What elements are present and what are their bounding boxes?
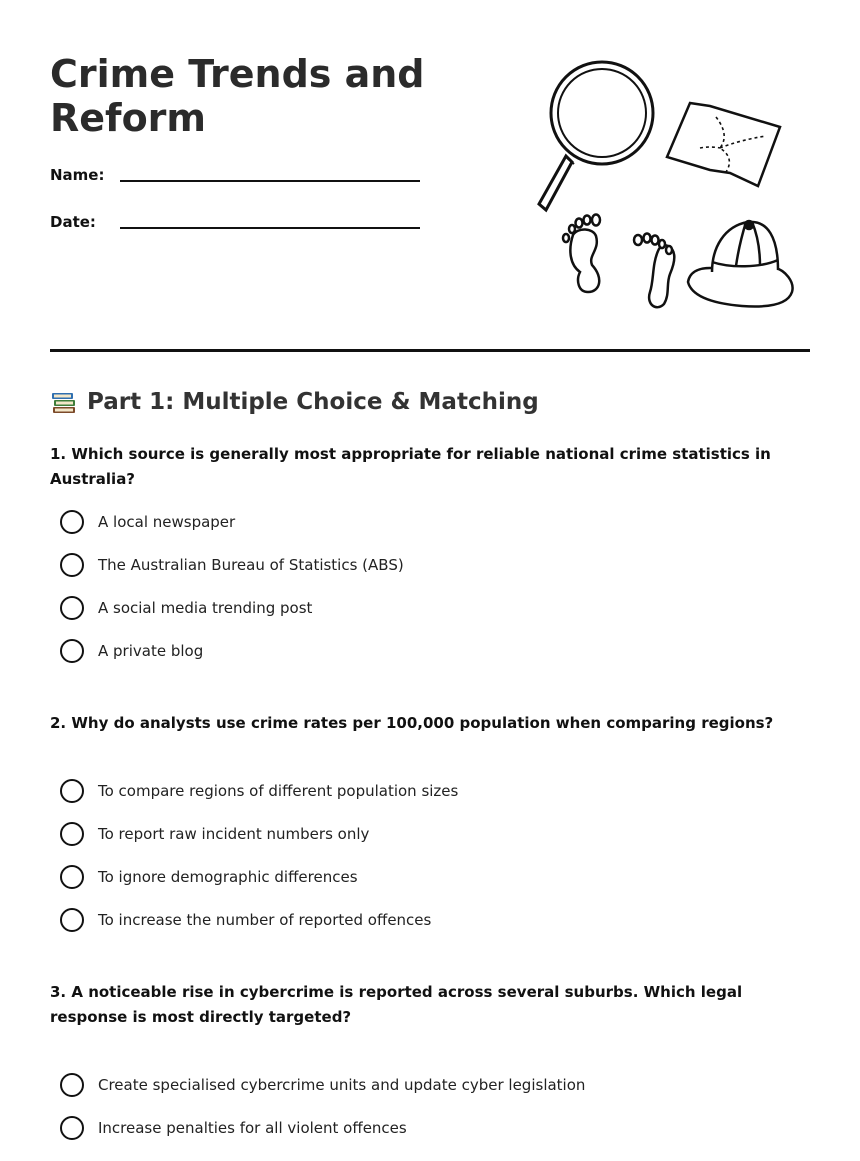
date-line[interactable] [120,227,420,229]
header-divider [50,349,810,352]
option-label: To increase the number of reported offences [98,911,432,929]
radio-button[interactable] [60,865,84,889]
q1-option-4[interactable] [60,638,203,664]
name-line[interactable] [120,180,420,182]
radio-button[interactable] [60,553,84,577]
radio-button[interactable] [60,510,84,534]
option-label: A local newspaper [98,513,236,531]
q1-option-2[interactable] [60,552,404,578]
option-label: A private blog [98,642,204,660]
magnifying-glass-icon [539,62,653,210]
footprints-icon [563,215,674,308]
option-label: A social media trending post [98,599,313,617]
q2-option-4[interactable] [60,907,431,933]
name-field [50,166,430,196]
question-1: 1. Which source is generally most appropriate for reliable national crime statistics in Australia? [50,445,771,488]
radio-button[interactable] [60,596,84,620]
date-field [50,213,430,243]
radio-button[interactable] [60,822,84,846]
q2-option-1[interactable] [60,778,458,804]
q2-option-3[interactable] [60,864,358,890]
part1-heading [50,388,539,416]
pith-helmet-icon [688,221,793,306]
radio-button[interactable] [60,779,84,803]
detective-illustration [530,60,800,320]
q1-option-3[interactable] [60,595,312,621]
radio-button[interactable] [60,1073,84,1097]
option-label: To compare regions of different population sizes [98,782,459,800]
name-label: Name: [50,166,105,184]
option-label: Increase penalties for all violent offences [98,1119,407,1137]
option-label: Create specialised cybercrime units and update cyber legislation [98,1076,586,1094]
q3-option-2[interactable] [60,1115,407,1141]
part1-heading-text: Part 1: Multiple Choice & Matching [87,389,539,415]
option-label: To report raw incident numbers only [98,825,370,843]
q3-option-1[interactable] [60,1072,585,1098]
treasure-map-icon [667,103,780,186]
option-label: To ignore demographic differences [98,868,358,886]
radio-button[interactable] [60,639,84,663]
question-2: 2. Why do analysts use crime rates per 100,000 population when comparing regions? [50,714,774,732]
radio-button[interactable] [60,1116,84,1140]
q1-option-1[interactable] [60,509,235,535]
q2-option-2[interactable] [60,821,369,847]
books-icon [50,388,78,416]
date-label: Date: [50,213,96,231]
radio-button[interactable] [60,908,84,932]
question-3: 3. A noticeable rise in cybercrime is reported across several suburbs. Which legal response is most directly targeted? [50,983,743,1026]
option-label: The Australian Bureau of Statistics (ABS) [98,556,404,574]
worksheet-title: Crime Trends and Reform [50,52,425,140]
